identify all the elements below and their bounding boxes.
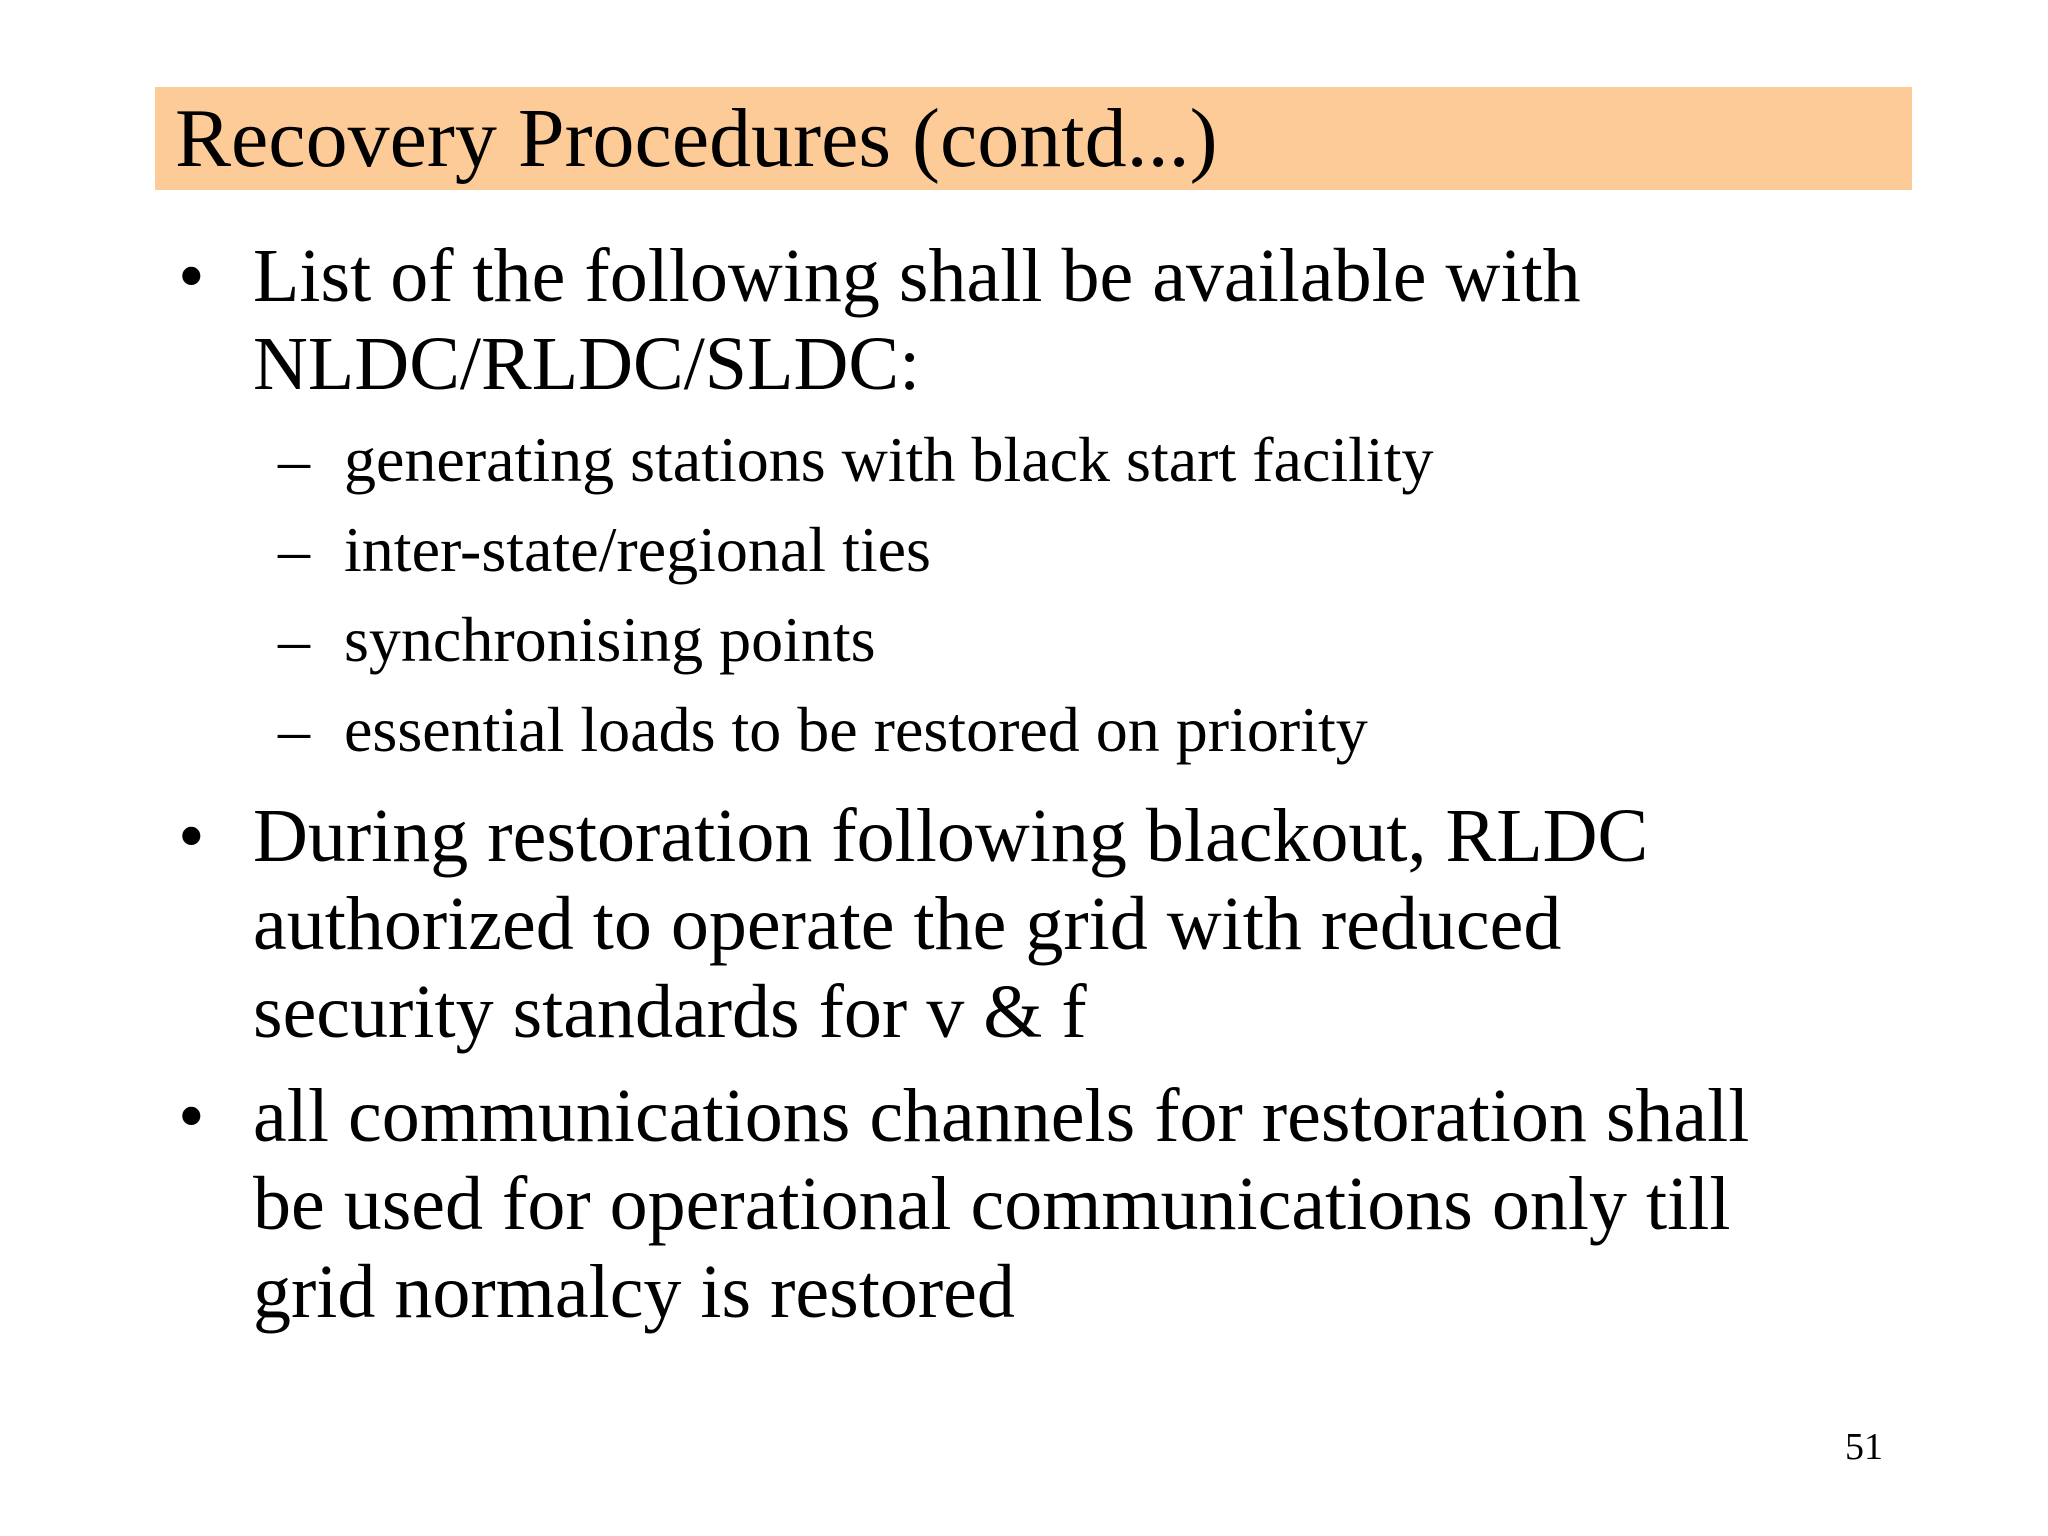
sub-item-1: generating stations with black start facility (344, 424, 1434, 495)
slide-title: Recovery Procedures (contd...) (175, 92, 1218, 185)
sub-item-2: inter-state/regional ties (344, 514, 931, 585)
bullet-marker: • (178, 794, 205, 878)
bullet-1-line-1: List of the following shall be available with (253, 234, 1581, 318)
bullet-2-line-2: authorized to operate the grid with reduced (253, 882, 1562, 966)
sub-item-marker: – (278, 514, 310, 585)
bullet-marker: • (178, 1074, 205, 1158)
sub-item-3: synchronising points (344, 604, 876, 675)
sub-item-marker: – (278, 604, 310, 675)
sub-item-4: essential loads to be restored on priority (344, 694, 1368, 765)
page-number: 51 (1845, 1426, 1883, 1468)
bullet-1-line-2: NLDC/RLDC/SLDC: (253, 322, 921, 406)
sub-item-marker: – (278, 694, 310, 765)
bullet-marker: • (178, 234, 205, 318)
sub-item-marker: – (278, 424, 310, 495)
bullet-3-line-3: grid normalcy is restored (253, 1250, 1015, 1334)
bullet-3-line-2: be used for operational communications only till (253, 1162, 1731, 1246)
bullet-2-line-3: security standards for v & f (253, 970, 1087, 1054)
bullet-2-line-1: During restoration following blackout, RLDC (253, 794, 1649, 878)
bullet-3-line-1: all communications channels for restoration shall (253, 1074, 1750, 1158)
